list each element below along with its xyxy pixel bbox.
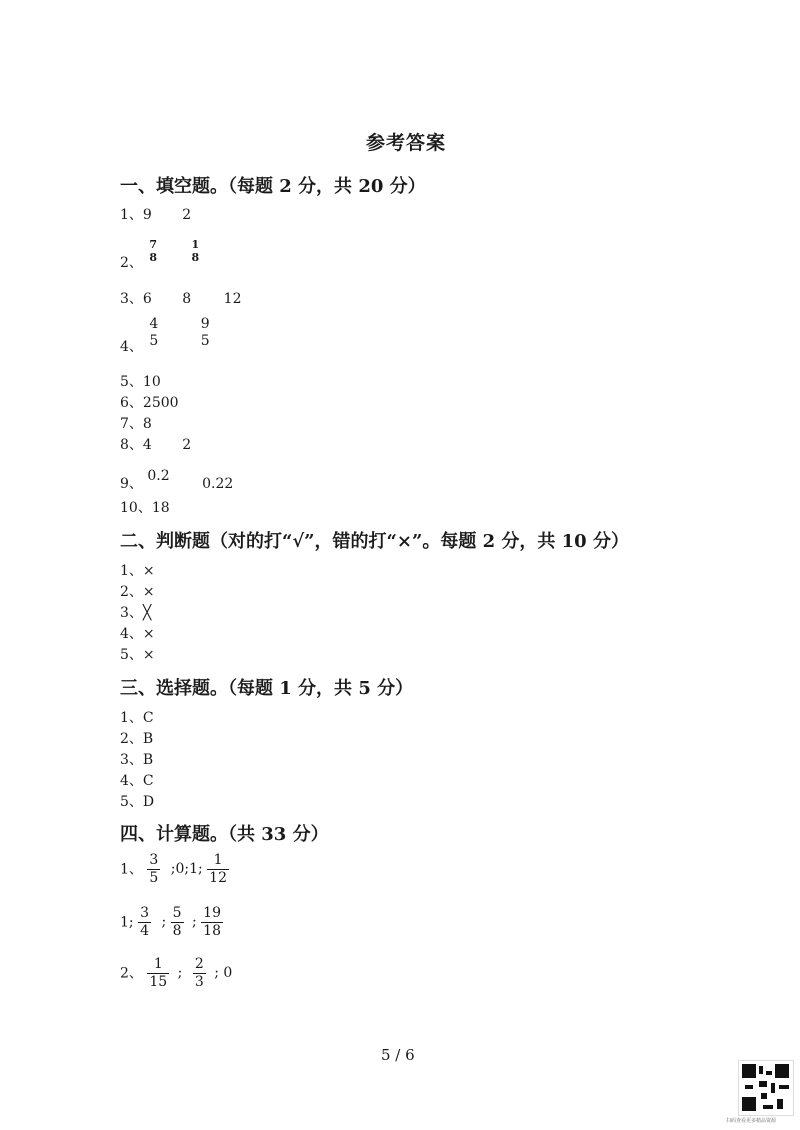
q2-answer <box>120 238 201 272</box>
calc3-f1-denominator: 15 <box>149 973 168 990</box>
calc-line-3 <box>120 956 232 991</box>
q10-answer: 10、18 <box>120 500 170 516</box>
calc-line-2 <box>120 905 223 940</box>
calc1-f1-denominator: 5 <box>149 869 159 886</box>
qr-module <box>777 1099 783 1109</box>
choice-answer-3: 3、B <box>120 752 154 768</box>
calc1-f2-numerator: 1 <box>213 852 223 868</box>
judge-answer-3: 3、╳ <box>120 605 152 621</box>
q6-answer: 6、2500 <box>120 395 179 411</box>
calc3-sep-1: ; <box>177 965 183 982</box>
q2-fraction-1 <box>147 238 159 264</box>
q4-fraction-2 <box>199 316 212 350</box>
qr-module <box>761 1093 767 1099</box>
q4-f2-denominator: 5 <box>200 332 210 349</box>
section-4-heading: 四、计算题。（共 33 分） <box>120 824 329 845</box>
judge-answer-1: 1、× <box>120 563 155 579</box>
calc-line-1 <box>120 852 229 887</box>
section-1-heading: 一、填空题。（每题 2 分，共 20 分） <box>120 176 426 197</box>
judge-answer-4: 4、× <box>120 626 155 642</box>
calc1-fraction-2 <box>207 852 229 887</box>
section-3-heading: 三、选择题。（每题 1 分，共 5 分） <box>120 678 414 699</box>
calc2-f2-numerator: 5 <box>172 905 182 921</box>
q2-fraction-2 <box>189 238 201 264</box>
judge-answer-2: 2、× <box>120 584 155 600</box>
calc2-sep-1: ; <box>161 914 167 931</box>
q3-answer <box>120 288 241 308</box>
q9-a: 0.2 <box>147 468 170 484</box>
q1-b: 2 <box>182 207 192 223</box>
calc2-sep-2: ; <box>192 914 197 931</box>
choice-answer-4: 4、C <box>120 773 154 789</box>
section-2-heading: 二、判断题（对的打“√”，错的打“×”。每题 2 分，共 10 分） <box>120 531 629 552</box>
q2-label: 2、 <box>120 255 143 272</box>
q4-f1-denominator: 5 <box>149 332 159 349</box>
calc3-fraction-1 <box>147 956 169 991</box>
calc3-label: 2、 <box>120 965 143 982</box>
calc2-f2-denominator: 8 <box>172 922 182 939</box>
qr-caption: 扫码查看更多精品资源 <box>726 1118 777 1124</box>
calc3-f2-numerator: 2 <box>194 956 204 972</box>
qr-module <box>745 1085 753 1089</box>
q1-label: 1、9 <box>120 207 152 223</box>
q8-answer <box>120 434 191 454</box>
page-number: 5 / 6 <box>381 1046 415 1064</box>
q4-f1-numerator: 4 <box>149 316 159 332</box>
q3-label: 3、6 <box>120 291 152 307</box>
calc2-fraction-3 <box>201 905 223 940</box>
q4-f2-numerator: 9 <box>200 316 210 332</box>
judge-answer-5: 5、× <box>120 647 155 663</box>
calc2-fraction-1 <box>138 905 151 940</box>
calc3-f2-denominator: 3 <box>194 973 204 990</box>
calc1-label: 1、 <box>120 861 143 878</box>
q3-b: 8 <box>182 291 192 307</box>
calc2-f3-numerator: 19 <box>203 905 221 921</box>
qr-finder-bottom-left <box>742 1097 756 1111</box>
q9-b: 0.22 <box>202 476 234 492</box>
q5-answer: 5、10 <box>120 374 161 390</box>
q3-c: 12 <box>223 291 242 307</box>
q2-f1-denominator: 8 <box>149 251 158 265</box>
qr-module <box>766 1071 772 1075</box>
calc1-f1-numerator: 3 <box>149 852 159 868</box>
q2-f2-numerator: 1 <box>191 238 200 251</box>
calc2-fraction-2 <box>171 905 184 940</box>
choice-answer-1: 1、C <box>120 710 154 726</box>
q8-label: 8、4 <box>120 437 152 453</box>
calc2-label: 1; <box>120 914 134 931</box>
calc2-f1-numerator: 3 <box>140 905 149 921</box>
qr-module <box>759 1081 767 1087</box>
calc1-f2-denominator: 12 <box>209 869 227 886</box>
q2-f2-denominator: 8 <box>191 251 200 265</box>
q8-b: 2 <box>182 437 192 453</box>
calc3-fraction-2 <box>193 956 206 991</box>
choice-answer-5: 5、D <box>120 794 155 810</box>
calc1-mid: ;0;1; <box>170 861 203 878</box>
qr-finder-top-left <box>742 1064 756 1078</box>
q4-answer <box>120 316 212 356</box>
q4-fraction-1 <box>147 316 160 350</box>
calc3-sep-2: ; 0 <box>214 965 233 982</box>
qr-code-icon[interactable] <box>738 1060 794 1116</box>
qr-finder-top-right <box>775 1064 789 1078</box>
calc3-f1-numerator: 1 <box>153 956 163 972</box>
q7-answer: 7、8 <box>120 416 152 432</box>
qr-module <box>779 1085 789 1089</box>
calc1-fraction-1 <box>147 852 160 887</box>
calc2-f3-denominator: 18 <box>203 922 221 939</box>
calc2-f1-denominator: 4 <box>140 922 149 939</box>
choice-answer-2: 2、B <box>120 731 154 747</box>
q4-label: 4、 <box>120 338 143 355</box>
q1-answer <box>120 204 191 224</box>
q2-f1-numerator: 7 <box>149 238 158 251</box>
page-title: 参考答案 <box>366 132 447 154</box>
qr-module <box>759 1066 763 1074</box>
q9-answer <box>120 468 233 493</box>
q9-label: 9、 <box>120 476 143 492</box>
qr-module <box>763 1105 773 1109</box>
qr-module <box>771 1083 775 1093</box>
